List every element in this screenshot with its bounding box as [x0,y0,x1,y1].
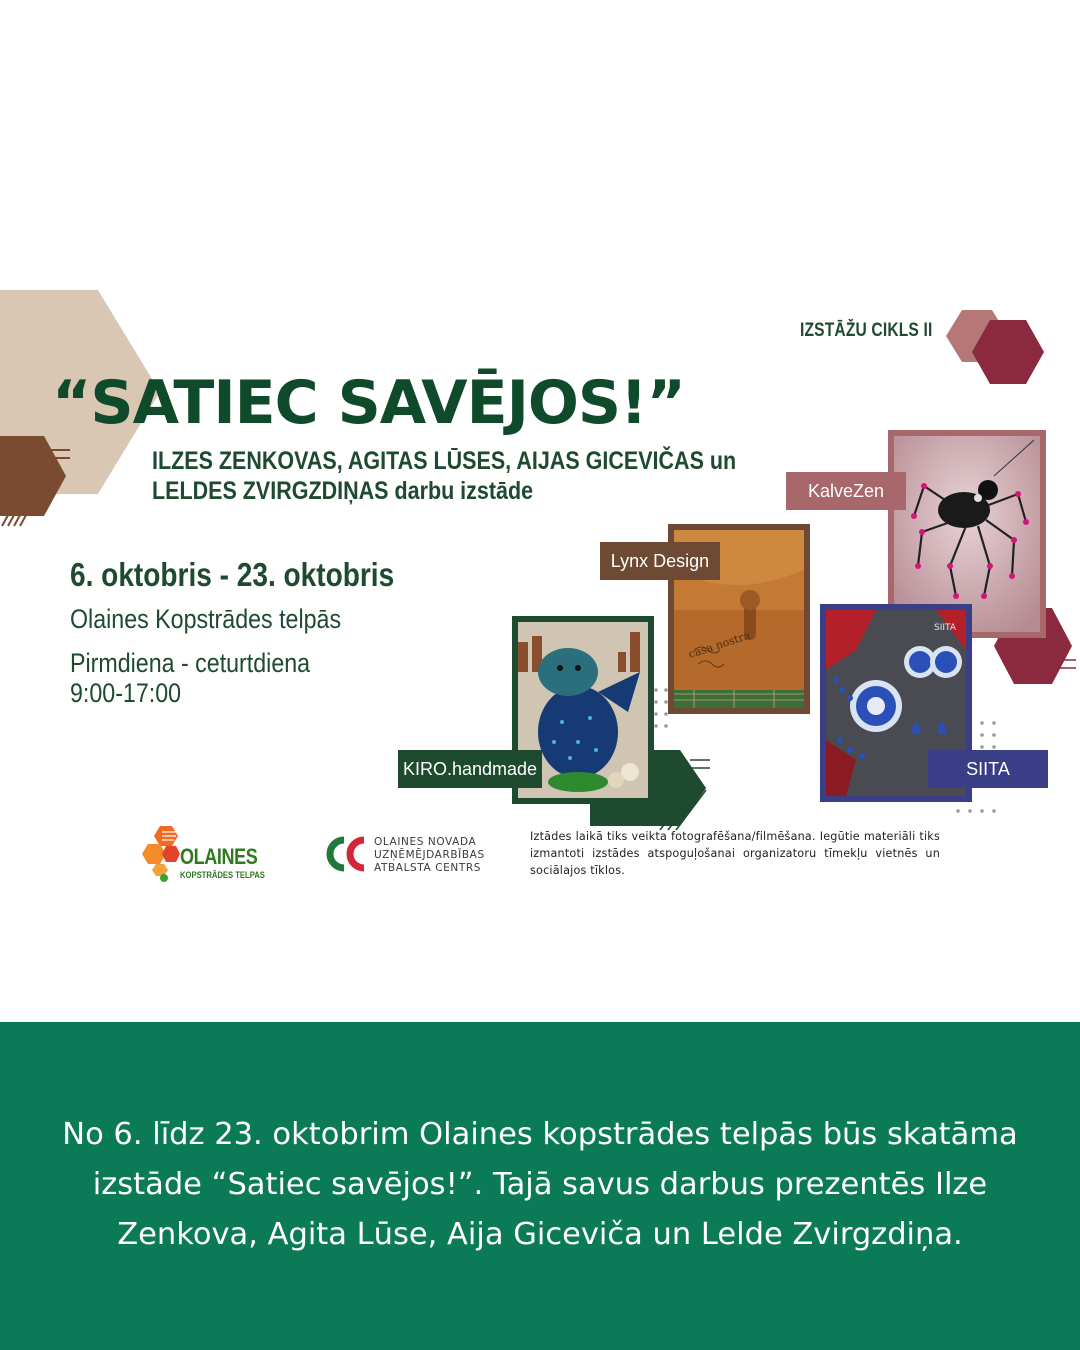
caption-band [0,1022,1080,1350]
olaines-logo-name: OLAINES [180,844,258,869]
opening-days: Pirmdiena - ceturtdiena [70,648,311,678]
exhibition-dates: 6. oktobris - 23. oktobris [70,556,395,593]
poster-subtitle: ILZES ZENKOVAS, AGITAS LŪSES, AIJAS GICEVIČAS un LELDES ZVIRGZDIŅAS darbu izstāde [152,447,737,505]
siita-stamp: SIITA [934,623,956,633]
casa-nostra-stamp: casa nostra [686,628,752,661]
business-center-line-2: UZŅĒMĒJDARBĪBAS [374,849,485,861]
olaines-kopstrades-logo [140,824,270,884]
honeycomb-icon [140,824,180,884]
post-caption: No 6. līdz 23. oktobrim Olaines kopstrādes telpās būs skatāma izstāde “Satiec savējos!”. Tajā savus darbus prezentēs Ilze Zenkova, Agita Lūse, Aija Giceviča un Lelde Zvirgzdiņa. [62,1117,1018,1252]
business-support-center-logo [322,834,502,880]
exhibition-location: Olaines Kopstrādes telpās [70,604,342,634]
tag-kalvezen: KalveZen [786,472,906,510]
tag-siita: SIITA [928,750,1048,788]
business-center-line-3: ATBALSTA CENTRS [374,862,481,874]
event-poster [0,290,1080,890]
oc-monogram-icon [322,834,370,874]
business-center-name [374,836,485,875]
tag-kiro-handmade: KIRO.handmade [398,750,542,788]
tag-lynx-design: Lynx Design [600,542,720,580]
poster-title: “SATIEC SAVĒJOS!” [52,368,685,438]
business-center-line-1: OLAINES NOVADA [374,836,477,848]
opening-hours: 9:00-17:00 [70,678,182,708]
olaines-logo-subtitle: KOPSTRĀDES TELPAS [180,870,265,880]
exhibition-cycle-label: IZSTĀŽU CIKLS II [800,320,933,341]
photo-disclaimer: Iztādes laikā tiks veikta fotografēšana/filmēšana. Iegūtie materiāli tiks izmantoti izstādes atspoguļošanai organizatoru tīmekļu vietnēs un sociālajos tīklos. [530,830,940,877]
